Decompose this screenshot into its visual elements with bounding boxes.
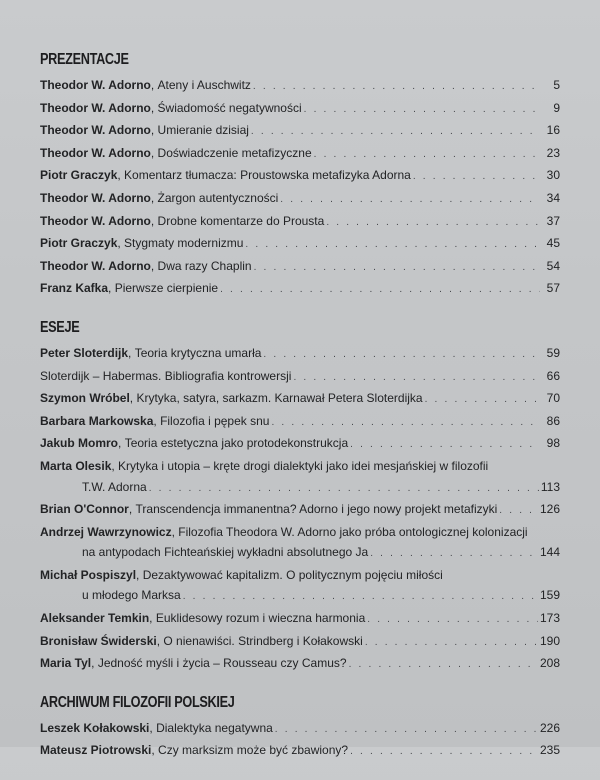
page-number: 30 — [546, 168, 560, 183]
entry-title: Dialektyka negatywna — [156, 720, 273, 735]
dot-leader — [304, 100, 540, 121]
separator: , — [149, 720, 157, 735]
entry-title: Dwa razy Chaplin — [157, 258, 252, 273]
dot-leader — [314, 145, 540, 166]
toc-section — [40, 693, 560, 763]
dot-leader — [293, 368, 540, 389]
dot-leader — [365, 633, 538, 654]
page-number: 5 — [553, 78, 560, 92]
entry-title: Jedność myśli i życia – Rousseau czy Camus? — [97, 656, 347, 671]
section-title: ESEJE — [40, 318, 80, 336]
page-number: 208 — [539, 656, 560, 671]
page-number: 23 — [546, 145, 560, 160]
entry-author: Theodor W. Adorno — [40, 78, 151, 92]
entry-author: Marta Olesik — [40, 458, 112, 473]
separator: , — [128, 502, 136, 517]
separator: , — [128, 345, 135, 360]
entry-title: Transcendencja immanentna? Adorno i jego nowy projekt metafizyki — [135, 502, 498, 517]
page-number: 45 — [546, 236, 560, 251]
page-number: 54 — [546, 258, 560, 273]
toc-entry[interactable] — [40, 343, 560, 366]
toc-section — [40, 50, 560, 301]
entry-author: Theodor W. Adorno — [40, 190, 151, 205]
dot-leader — [425, 390, 540, 411]
entry-author: Maria Tyl — [40, 656, 92, 671]
separator: , — [111, 458, 119, 473]
entry-title: Doświadczenie metafizyczne — [157, 145, 312, 160]
separator: , — [108, 281, 115, 296]
separator: , — [150, 213, 158, 228]
separator: , — [156, 633, 164, 648]
dot-leader — [220, 280, 540, 301]
separator: , — [150, 145, 158, 160]
page-number: 235 — [539, 743, 560, 758]
separator: , — [118, 436, 125, 451]
page-number: 9 — [553, 100, 560, 115]
toc-entry[interactable] — [40, 98, 560, 121]
entry-author: Leszek Kołakowski — [40, 720, 150, 735]
entry-author: Piotr Graczyk — [40, 168, 118, 183]
section-title: PREZENTACJE — [40, 51, 129, 68]
dot-leader — [245, 235, 540, 256]
dot-leader — [275, 720, 538, 741]
section-title: ARCHIWUM FILOZOFII POLSKIEJ — [40, 693, 235, 711]
entry-title: Euklidesowy rozum i wieczna harmonia — [155, 611, 366, 626]
entry-title: O nienawiści. Strindberg i Kołakowski — [163, 633, 363, 648]
entry-author: Bronisław Świderski — [40, 633, 157, 648]
separator: , — [150, 78, 158, 92]
entry-title: Teoria estetyczna jako protodekonstrukcja — [124, 436, 349, 451]
entry-author: Theodor W. Adorno — [40, 123, 151, 138]
page-number: 126 — [539, 502, 560, 517]
separator: , — [150, 123, 158, 138]
toc-entry[interactable] — [40, 740, 560, 763]
entry-author: Andrzej Wawrzynowicz — [40, 524, 172, 539]
page-number: 16 — [546, 123, 560, 138]
toc-entry[interactable] — [40, 433, 560, 456]
page-number: 34 — [546, 190, 560, 205]
dot-leader — [149, 479, 539, 500]
entry-title: Sloterdijk – Habermas. Bibliografia kontrowersji — [40, 368, 292, 383]
separator: , — [129, 391, 137, 406]
toc-entry[interactable] — [40, 456, 560, 499]
toc-entry[interactable] — [40, 366, 560, 389]
dot-leader — [183, 587, 538, 608]
separator: , — [151, 743, 159, 758]
dot-leader — [350, 742, 538, 763]
page-number: 159 — [539, 588, 560, 603]
entry-title: Krytyka i utopia – kręte drogi dialektyki jako idei mesjańskiej w filozofii — [118, 458, 489, 473]
dot-leader — [254, 258, 540, 279]
separator: , — [153, 413, 161, 428]
toc-section — [40, 318, 560, 676]
dot-leader — [350, 435, 540, 456]
entry-author: Aleksander Temkin — [40, 611, 150, 626]
dot-leader — [271, 413, 540, 434]
separator: , — [150, 190, 158, 205]
entry-title: Stygmaty modernizmu — [124, 236, 244, 251]
entry-title: Świadomość negatywności — [157, 100, 302, 115]
entry-title-continuation: u młodego Marksa — [82, 588, 181, 603]
page-number: 144 — [539, 545, 560, 560]
separator: , — [171, 524, 179, 539]
separator: , — [117, 168, 125, 183]
toc-entry[interactable] — [40, 608, 560, 631]
dot-leader — [326, 213, 540, 234]
entry-title: Filozofia i pępek snu — [160, 413, 270, 428]
page-number: 66 — [546, 368, 560, 383]
toc-entry[interactable] — [40, 388, 560, 411]
page-number: 113 — [540, 479, 560, 494]
dot-leader — [251, 122, 540, 143]
toc-entry[interactable] — [40, 278, 560, 301]
toc-entry[interactable] — [40, 211, 560, 234]
entry-title: Dezaktywować kapitalizm. O politycznym pojęciu miłości — [142, 567, 443, 582]
dot-leader — [253, 77, 540, 98]
page-number: 37 — [546, 213, 560, 228]
table-of-contents — [40, 50, 560, 780]
entry-author: Szymon Wróbel — [40, 391, 130, 406]
separator: , — [150, 258, 158, 273]
page-number: 59 — [546, 345, 560, 360]
entry-title: Drobne komentarze do Prousta — [157, 213, 325, 228]
separator: , — [149, 611, 156, 626]
entry-author: Barbara Markowska — [40, 413, 154, 428]
separator: , — [150, 100, 158, 115]
entry-author: Mateusz Piotrowski — [40, 743, 152, 758]
entry-title: Pierwsze cierpienie — [114, 281, 219, 296]
entry-title: Umieranie dzisiaj — [157, 123, 249, 138]
entry-title-continuation: na antypodach Fichteańskiej wykładni absolutnego Ja — [82, 545, 369, 560]
entry-title: Żargon autentyczności — [157, 190, 279, 205]
entry-title: Komentarz tłumacza: Proustowska metafizyka Adorna — [124, 168, 411, 183]
page-number: 190 — [539, 633, 560, 648]
toc-entry[interactable] — [40, 631, 560, 654]
entry-title: Ateny i Auschwitz — [157, 78, 251, 92]
dot-leader — [413, 167, 540, 188]
entry-title: Krytyka, satyra, sarkazm. Karnawał Petera Sloterdijka — [136, 391, 423, 406]
dot-leader — [349, 655, 538, 676]
entry-author: Brian O'Connor — [40, 502, 129, 517]
entry-author: Theodor W. Adorno — [40, 258, 151, 273]
toc-entry[interactable] — [40, 233, 560, 256]
toc-entry[interactable] — [40, 499, 560, 522]
entry-author: Jakub Momro — [40, 436, 119, 451]
separator: , — [117, 236, 125, 251]
dot-leader — [263, 345, 540, 366]
toc-entry[interactable] — [40, 565, 560, 608]
toc-entry[interactable] — [40, 256, 560, 279]
page-number: 70 — [546, 391, 560, 406]
dot-leader — [367, 610, 538, 631]
separator: , — [91, 656, 98, 671]
toc-entry[interactable] — [40, 718, 560, 741]
toc-entry[interactable] — [40, 120, 560, 143]
dot-leader — [370, 544, 538, 565]
page-number: 86 — [546, 413, 560, 428]
page-number: 57 — [546, 281, 560, 296]
entry-author: Piotr Graczyk — [40, 236, 118, 251]
entry-author: Theodor W. Adorno — [40, 100, 151, 115]
toc-entry[interactable] — [40, 522, 560, 565]
dot-leader — [499, 501, 538, 522]
entry-author: Michał Pospiszyl — [40, 567, 137, 582]
toc-entry[interactable] — [40, 165, 560, 188]
toc-entry[interactable] — [40, 143, 560, 166]
toc-entry[interactable] — [40, 75, 560, 98]
entry-author: Theodor W. Adorno — [40, 145, 151, 160]
entry-title-continuation: T.W. Adorna — [82, 479, 147, 494]
page-number: 98 — [546, 436, 560, 451]
page-number: 226 — [539, 720, 560, 735]
toc-entry[interactable] — [40, 188, 560, 211]
entry-author: Theodor W. Adorno — [40, 213, 151, 228]
entry-title: Teoria krytyczna umarła — [134, 345, 262, 360]
toc-entry[interactable] — [40, 653, 560, 676]
entry-author: Peter Sloterdijk — [40, 345, 129, 360]
entry-title: Filozofia Theodora W. Adorno jako próba ontologicznej kolonizacji — [178, 524, 528, 539]
entry-title: Czy marksizm może być zbawiony? — [158, 743, 349, 758]
toc-entry[interactable] — [40, 411, 560, 434]
entry-author: Franz Kafka — [40, 281, 109, 296]
separator: , — [136, 567, 143, 582]
page-number: 173 — [539, 611, 560, 626]
dot-leader — [280, 190, 540, 211]
